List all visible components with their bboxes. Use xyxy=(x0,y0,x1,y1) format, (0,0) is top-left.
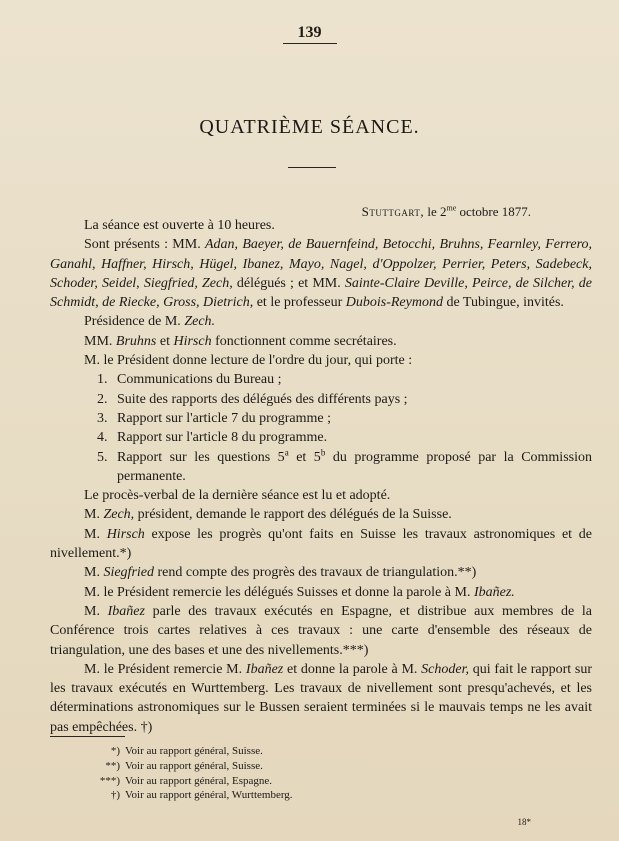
date-city: Stuttgart, xyxy=(361,204,425,219)
footnote-mark: **) xyxy=(105,759,120,772)
p11-name: Ibañez xyxy=(107,603,145,619)
signature-mark: 18* xyxy=(517,817,531,827)
agenda-item xyxy=(50,428,592,447)
agenda5-text-3: du programme proposé par la Commission permanente. xyxy=(117,449,592,484)
agenda-list xyxy=(50,370,592,486)
attendees-text-4: de Tubingue, invités. xyxy=(442,295,564,311)
footnote-mark: *) xyxy=(110,745,120,757)
footnote-text: Voir au rapport général, Espagne. xyxy=(125,774,273,787)
footnote xyxy=(50,759,490,774)
agenda-text xyxy=(117,448,592,487)
footnote-text: Voir au rapport général, Suisse. xyxy=(125,759,263,772)
attendees-intro: Sont présents : MM. xyxy=(84,237,205,253)
minutes-body xyxy=(50,216,592,737)
p11-text-2: parle des travaux exécutés en Espagne, et distribue aux membres de la Conférence trois cartes relatives à ces travaux : une carte d'ensemble des réseaux de triangulation, une des bases et une des nivellements.***) xyxy=(50,603,593,658)
attendees-professor: Dubois-Reymond xyxy=(345,295,443,311)
page-title: QUATRIÈME SÉANCE. xyxy=(199,116,420,138)
agenda-text: Suite des rapports des délégués des différents pays ; xyxy=(117,391,408,407)
p12-name-2: Schoder, xyxy=(421,661,469,677)
page-number: 139 xyxy=(297,24,322,41)
agenda5-sup-2: b xyxy=(320,446,326,457)
secretary-name-2: Hirsch xyxy=(173,333,212,349)
agenda-number: 1. xyxy=(97,372,108,388)
secretaries-text-2: et xyxy=(156,333,174,349)
secretary-name-1: Bruhns xyxy=(115,333,157,349)
paragraph-presidency xyxy=(50,312,592,331)
agenda-number: 4. xyxy=(97,430,108,446)
agenda-item xyxy=(50,409,592,428)
agenda-text: Communications du Bureau ; xyxy=(117,372,282,388)
p9-name: Siegfried xyxy=(103,565,154,581)
agenda-item xyxy=(50,370,592,389)
page-number-underline xyxy=(283,43,337,44)
agenda-text: Rapport sur l'article 8 du programme. xyxy=(117,430,328,446)
agenda-text: Rapport sur l'article 7 du programme ; xyxy=(117,410,332,426)
paragraph-president-thanks-swiss xyxy=(50,583,592,602)
date-prefix: le 2 xyxy=(427,204,447,219)
footnote xyxy=(50,774,490,789)
p8-name: Hirsch xyxy=(106,526,145,542)
p7-name: Zech, xyxy=(103,507,135,523)
footnotes xyxy=(50,744,490,803)
p12-text-2: et donne la parole à M. xyxy=(283,661,422,677)
agenda-number: 5. xyxy=(97,449,108,465)
footnote-text: Voir au rapport général, Wurttemberg. xyxy=(125,789,293,802)
paragraph-agenda-intro: M. le Président donne lecture de l'ordre du jour, qui porte : xyxy=(84,353,413,369)
paragraph-attendees xyxy=(50,235,592,312)
date-rest: octobre 1877. xyxy=(459,204,531,219)
p12-text-1: M. le Président remercie M. xyxy=(84,661,246,677)
footnote-divider xyxy=(50,736,125,737)
paragraph-hirsch xyxy=(50,525,592,564)
agenda-number: 3. xyxy=(97,410,108,426)
p10-name: Ibañez. xyxy=(473,584,515,600)
date-ordinal: me xyxy=(446,203,457,213)
footnote xyxy=(50,788,490,803)
p9-text-2: rend compte des progrès des travaux de triangulation.**) xyxy=(154,565,477,581)
agenda5-text-2: et 5 xyxy=(288,449,321,465)
paragraph-schoder xyxy=(50,660,592,737)
p7-text-2: président, demande le rapport des délégués de la Suisse. xyxy=(134,507,452,523)
p11-text-1: M. xyxy=(84,603,108,619)
presidency-name: Zech. xyxy=(184,314,216,330)
paragraph-adoption: Le procès-verbal de la dernière séance est lu et adopté. xyxy=(84,488,391,504)
secretaries-text-3: fonctionnent comme secrétaires. xyxy=(211,333,397,349)
attendees-text-2: délégués ; et MM. xyxy=(232,275,345,291)
agenda5-text-1: Rapport sur les questions 5 xyxy=(117,449,285,465)
paragraph-ibanez xyxy=(50,602,592,660)
footnote-text: Voir au rapport général, Suisse. xyxy=(125,745,263,757)
attendees-text-3: et le professeur xyxy=(253,295,346,311)
p10-text: M. le Président remercie les délégués Suisses et donne la parole à M. xyxy=(84,584,474,600)
paragraph-siegfried xyxy=(50,563,592,582)
p12-text-3: qui fait le rapport sur les travaux exécutés en Wurttemberg. Les travaux de nivellement sont presqu'achevés, et les déterminations astronomiques sur le Bussen seraient terminées si le mauvais temps ne les avait pas empêchées. †) xyxy=(50,661,593,735)
agenda-number: 2. xyxy=(97,391,108,407)
p12-name-1: Ibañez xyxy=(245,661,284,677)
attendees-delegates: Adan, Baeyer, de Bauernfeind, Betocchi, Bruhns, Fearnley, Ferrero, Ganahl, Haffner, Hirsch, Hügel, Ibanez, Mayo, Nagel, d'Oppolzer, Perrier, Peters, Sadebeck, Schoder, Seidel, Siegfried, Zech, xyxy=(50,237,593,291)
title-divider xyxy=(288,167,336,168)
agenda-item xyxy=(50,390,592,409)
paragraph-opening: La séance est ouverte à 10 heures. xyxy=(84,218,275,233)
presidency-text: Présidence de M. xyxy=(84,314,185,330)
secretaries-text-1: MM. xyxy=(84,333,116,349)
footnote-mark: ***) xyxy=(99,774,120,787)
p7-text-1: M. xyxy=(84,507,104,523)
footnote-mark: †) xyxy=(110,789,120,802)
p8-text-2: expose les progrès qu'ont faits en Suisse les travaux astronomiques et de nivellement.*) xyxy=(50,526,593,562)
paragraph-secretaries xyxy=(50,332,592,351)
p8-text-1: M. xyxy=(84,526,107,542)
p9-text-1: M. xyxy=(84,565,104,581)
footnote xyxy=(50,744,490,759)
agenda5-sup-1: a xyxy=(284,446,289,457)
paragraph-zech xyxy=(50,505,592,524)
attendees-guests: Sainte-Claire Deville, Peirce, de Silcher, de Schmidt, de Riecke, Gross, Dietrich, xyxy=(50,275,592,311)
agenda-item xyxy=(50,448,592,487)
